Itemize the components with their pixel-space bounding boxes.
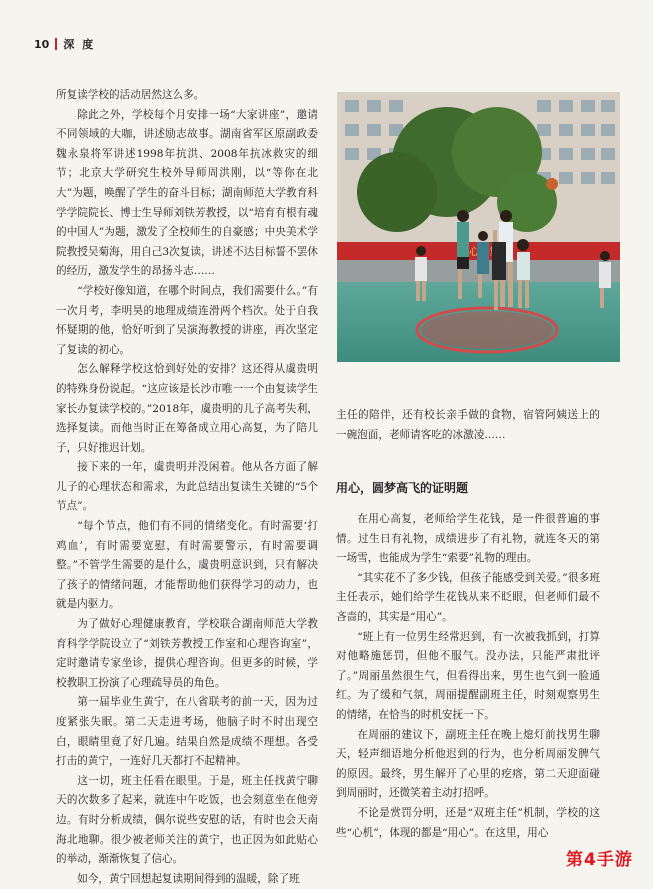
paragraph: 为了做好心理健康教育，学校联合湖南师范大学教育科学学院设立了“刘铁芳教授工作室和心理咨询室”，定时邀请专家坐诊，提供心理咨询。但更多的时候，学校教职工扮演了心理疏导员的角色。 <box>56 618 318 689</box>
page-header <box>34 36 101 52</box>
paragraph: “班上有一位男生经常迟到，有一次被我抓到，打算对他略施惩罚，但他不服气。没办法，只能严肃批评了。”周丽虽然很生气，但看得出来，男生也气到一脸通红。为了缓和气氛，周丽提醒副班主任，时刻观察男生的情绪，在恰当的时机安抚一下。 <box>336 630 600 721</box>
section-subheading: 用心，圆梦高飞的证明题 <box>336 481 469 495</box>
section-title: 深度 <box>63 38 102 51</box>
paragraph: 怎么解释学校这恰到好处的安排？这还得从虞贵明的特殊身份说起。“这应该是长沙市唯一一个由复读学生家长办复读学校的。”2018年，虞贵明的儿子高考失利，选择复读。而他当时正在筹备成立用心高复，为了陪儿子，只好推迟计划。 <box>56 363 318 454</box>
paragraph: 接下来的一年，虞贵明并没闲着。他从各方面了解儿子的心理状态和需求，为此总结出复读生关键的“5个节点”。 <box>56 461 318 513</box>
paragraph: “学校好像知道，在哪个时间点，我们需要什么。”有一次月考，李明昊的地理成绩连滑两个档次。处于自我怀疑期的他，恰好听到了吴演海教授的讲座，再次坚定了复读的初心。 <box>56 284 318 356</box>
left-column <box>56 86 318 889</box>
right-column-top <box>336 406 600 445</box>
page-number: 10 <box>34 37 50 51</box>
paragraph: “其实花不了多少钱，但孩子能感受到关爱。”很多班主任表示，她们给学生花钱从来不眨眼，但老师们最不吝啬的，其实是“用心”。 <box>336 571 600 623</box>
paragraph: “每个节点，他们有不同的情绪变化。有时需要‘打鸡血’，有时需要宽慰，有时需要警示，有时需要调整。”不管学生需要的是什么，虞贵明意识到，只有解决了孩子的情绪问题，才能帮助他们获得学习的动力，也就是内驱力。 <box>56 520 318 611</box>
header-divider <box>55 38 57 50</box>
right-column-bottom <box>336 510 600 843</box>
paragraph: 主任的陪伴，还有校长亲手做的食物，宿管阿姨送上的一碗泡面，老师请客吃的冰激凌…… <box>336 409 600 441</box>
paragraph: 不论是赏罚分明，还是“双班主任”机制，学校的这些“心机”，体现的都是“用心”。在这里，用心 <box>336 806 600 839</box>
photo-illustration <box>337 92 620 362</box>
site-watermark: 第4手游 <box>566 850 633 870</box>
paragraph: 第一届毕业生黄宁，在八省联考的前一天，因为过度紧张失眠。第二天走进考场，他脑子时不时出现空白，眼睛里竟了好几遍。结果自然是成绩不理想。各受打击的黄宁，一连好几天都打不起精神。 <box>56 696 318 768</box>
paragraph: 在用心高复，老师给学生花钱，是一件很普遍的事情。过生日有礼物，成绩进步了有礼物，就连冬天的第一场雪，也能成为学生“索要”礼物的理由。 <box>336 513 600 565</box>
paragraph: 除此之外，学校每个月安排一场“大家讲座”，邀请不同领域的大咖，讲述励志故事。湖南省军区原副政委魏永泉将军讲述1998年抗洪、2008年抗冰救灾的细节；北京大学研究生校外导师周洪刚，以“等你在北大”为题，唤醒了学生的奋斗目标；湖南师范大学教育科学学院院长、博士生导师刘铁芳教授，以“培育有根有魂的中国人”为题，激发了全校师生的自豪感；中央美术学院教授吴菊海，用自己3次复读，讲述不达目标誓不罢休的经历，激发学生的昂扬斗志…… <box>56 108 318 278</box>
paragraph: 这一切，班主任看在眼里。于是，班主任找黄宁聊天的次数多了起来，就连中午吃饭，也会刻意坐在他旁边。有时分析成绩，偶尔说些安慰的话，有时也会天南海北地聊。很少被老师关注的黄宁，也正因为如此贴心的举动，渐渐恢复了信心。 <box>56 774 318 866</box>
basketball-photo <box>337 92 620 362</box>
paragraph: 如今，黄宁回想起复读期间得到的温暖，除了班 <box>77 872 300 885</box>
paragraph: 在周丽的建议下，副班主任在晚上熄灯前找男生聊天，轻声细语地分析他迟到的行为，也分析周丽发脾气的原因。最终，男生解开了心里的疙瘩，第二天迎面碰到周丽时，还微笑着主动打招呼。 <box>336 728 600 800</box>
paragraph: 所复读学校的活动居然这么多。 <box>56 89 205 101</box>
